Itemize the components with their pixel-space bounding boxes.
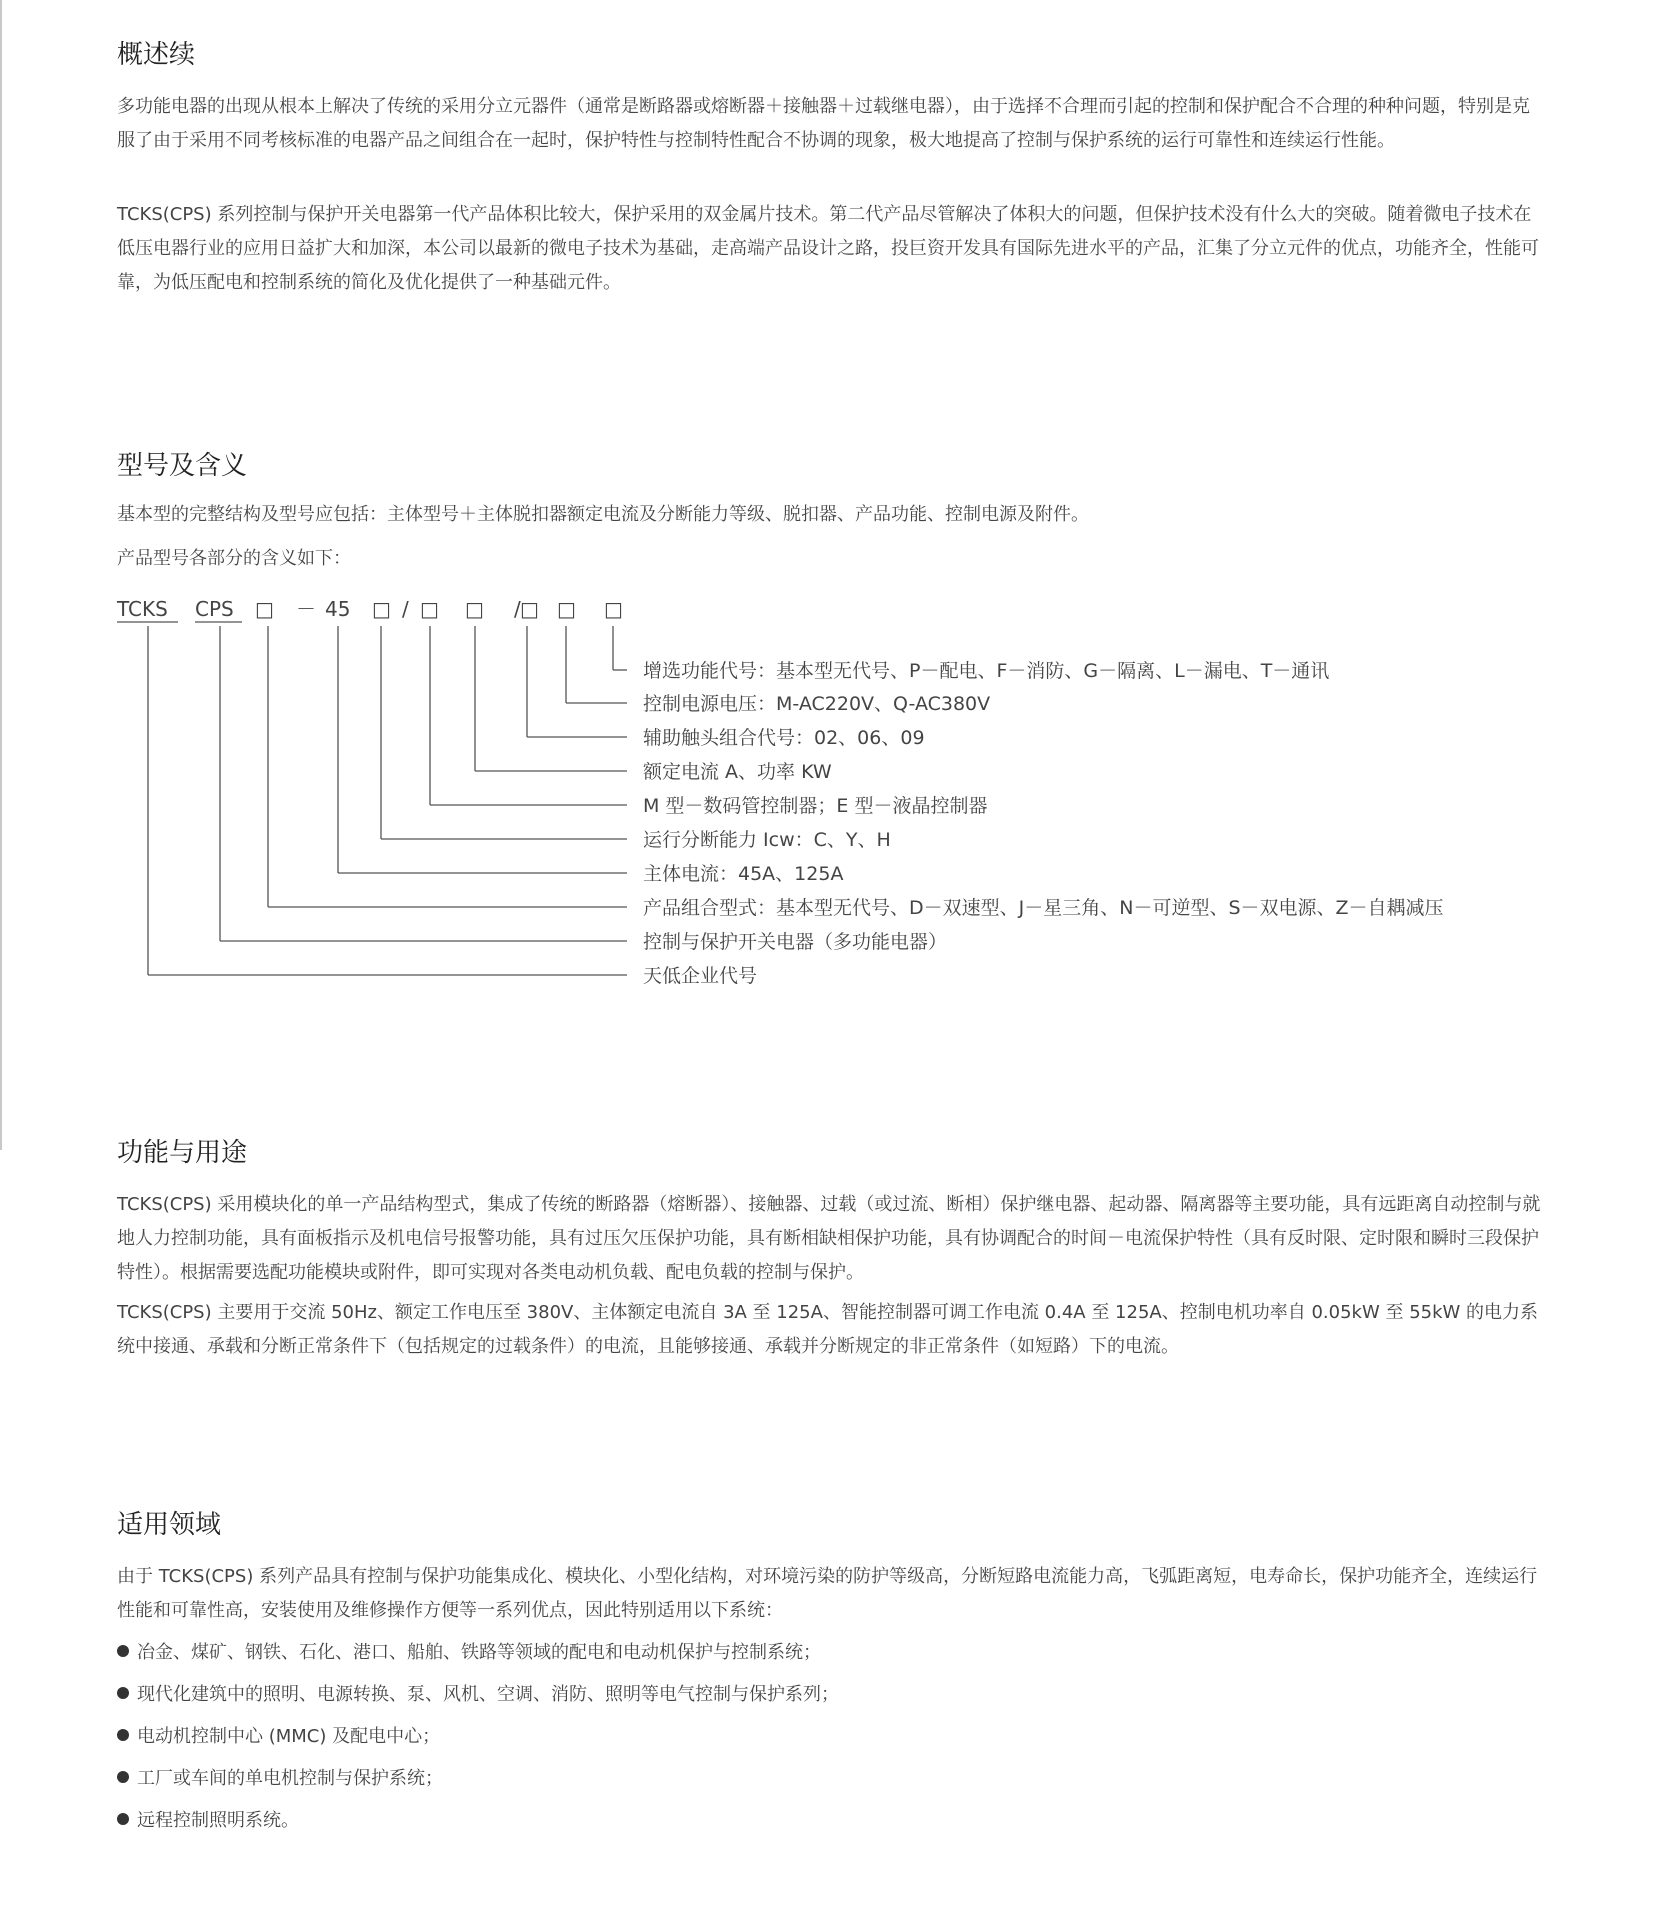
list-item [117, 1764, 443, 1794]
function-title: 功能与用途 [117, 1138, 248, 1168]
list-item-text: 冶金、煤矿、钢铁、石化、港口、船舶、铁路等领域的配电和电动机保护与控制系统； [137, 1642, 821, 1663]
list-item [117, 1638, 821, 1668]
code-part-controller: □ [420, 597, 439, 621]
code-part-current: 45 [325, 597, 351, 621]
function-paragraph-1: TCKS(CPS) 采用模块化的单一产品结构型式，集成了传统的断路器（熔断器）、接触器、过载（或过流、断相）保护继电器、起动器、隔离器等主要功能，具有远距离自动控制与就地人力控制功能，具有面板指示及机电信号报警功能，具有过压欠压保护功能，具有断相缺相保护功能，具有协调配合的时间－电流保护特性（具有反时限、定时限和瞬时三段保护特性）。根据需要选配功能模块或附件，即可实现对各类电动机负载、配电负载的控制与保护。 [117, 1194, 1541, 1283]
list-item-text: 电动机控制中心 (MMC) 及配电中心； [137, 1726, 441, 1747]
code-meaning-label: 辅助触头组合代号：02、06、09 [643, 727, 925, 749]
code-part-breaking: □ [372, 597, 391, 621]
code-part-combo: □ [255, 597, 274, 621]
application-paragraph: 由于 TCKS(CPS) 系列产品具有控制与保护功能集成化、模块化、小型化结构，对环境污染的防护等级高，分断短路电流能力高，飞弧距离短，电寿命长，保护功能齐全，连续运行性能和可靠性高，安装使用及维修操作方便等一系列优点，因此特别适用以下系统： [117, 1566, 1538, 1621]
function-paragraph-2: TCKS(CPS) 主要用于交流 50Hz、额定工作电压至 380V、主体额定电流自 3A 至 125A、智能控制器可调工作电流 0.4A 至 125A、控制电机功率自 0.05kW 至 55kW 的电力系统中接通、承载和分断正常条件下（包括规定的过载条件）的电流，且能够接通、承载并分断规定的非正常条件（如短路）下的电流。 [117, 1302, 1539, 1357]
code-part-dash: － [296, 597, 316, 621]
code-part-rated: □ [465, 597, 484, 621]
code-part-slash-1: / [402, 597, 409, 621]
bullet-icon [117, 1687, 129, 1699]
code-part-series: CPS [195, 597, 234, 621]
model-intro-2: 产品型号各部分的含义如下： [117, 548, 351, 569]
list-item [117, 1680, 839, 1710]
model-intro: 基本型的完整结构及型号应包括：主体型号＋主体脱扣器额定电流及分断能力等级、脱扣器、产品功能、控制电源及附件。 [117, 504, 1089, 525]
list-item-text: 工厂或车间的单电机控制与保护系统； [137, 1768, 443, 1789]
model-code-leader-lines [117, 622, 627, 975]
list-item [117, 1806, 299, 1836]
list-item [117, 1722, 440, 1752]
code-meaning-label: 天低企业代号 [643, 965, 758, 987]
model-code-labels [643, 660, 1444, 987]
code-meaning-label: 主体电流：45A、125A [643, 863, 844, 885]
code-meaning-label: 控制与保护开关电器（多功能电器） [643, 931, 948, 953]
code-part-company: TCKS [117, 597, 168, 621]
model-title: 型号及含义 [117, 451, 248, 481]
code-meaning-label: 额定电流 A、功率 KW [643, 761, 832, 783]
code-part-aux: □ [520, 597, 539, 621]
bullet-icon [117, 1729, 129, 1741]
bullet-icon [117, 1813, 129, 1825]
overview-paragraph-1: 多功能电器的出现从根本上解决了传统的采用分立元器件（通常是断路器或熔断器＋接触器＋过载继电器），由于选择不合理而引起的控制和保护配合不合理的种种问题，特别是克服了由于采用不同考核标准的电器产品之间组合在一起时，保护特性与控制特性配合不协调的现象，极大地提高了控制与保护系统的运行可靠性和连续运行性能。 [117, 96, 1530, 151]
left-margin-rule [0, 0, 2, 1150]
overview-paragraph-2: TCKS(CPS) 系列控制与保护开关电器第一代产品体积比较大，保护采用的双金属片技术。第二代产品尽管解决了体积大的问题，但保护技术没有什么大的突破。随着微电子技术在低压电器行业的应用日益扩大和加深，本公司以最新的微电子技术为基础，走高端产品设计之路，投巨资开发具有国际先进水平的产品，汇集了分立元件的优点，功能齐全，性能可靠，为低压配电和控制系统的简化及优化提供了一种基础元件。 [117, 204, 1539, 293]
model-code-row [116, 597, 623, 621]
code-meaning-label: 增选功能代号：基本型无代号、P－配电、F－消防、G－隔离、L－漏电、T－通讯 [643, 660, 1330, 682]
code-meaning-label: M 型－数码管控制器；E 型－液晶控制器 [643, 795, 988, 817]
code-meaning-label: 运行分断能力 Icw：C、Y、H [643, 829, 891, 851]
bullet-icon [117, 1645, 129, 1657]
list-item-text: 现代化建筑中的照明、电源转换、泵、风机、空调、消防、照明等电气控制与保护系列； [137, 1684, 839, 1705]
code-part-slash-2: / [514, 597, 521, 621]
application-title: 适用领域 [117, 1510, 222, 1540]
overview-title: 概述续 [117, 40, 196, 70]
list-item-text: 远程控制照明系统。 [137, 1810, 299, 1831]
bullet-icon [117, 1771, 129, 1783]
code-part-option: □ [604, 597, 623, 621]
code-part-voltage: □ [557, 597, 576, 621]
code-meaning-label: 控制电源电压：M-AC220V、Q-AC380V [643, 693, 991, 715]
code-meaning-label: 产品组合型式：基本型无代号、D－双速型、J－星三角、N－可逆型、S－双电源、Z－自耦减压 [643, 897, 1444, 919]
